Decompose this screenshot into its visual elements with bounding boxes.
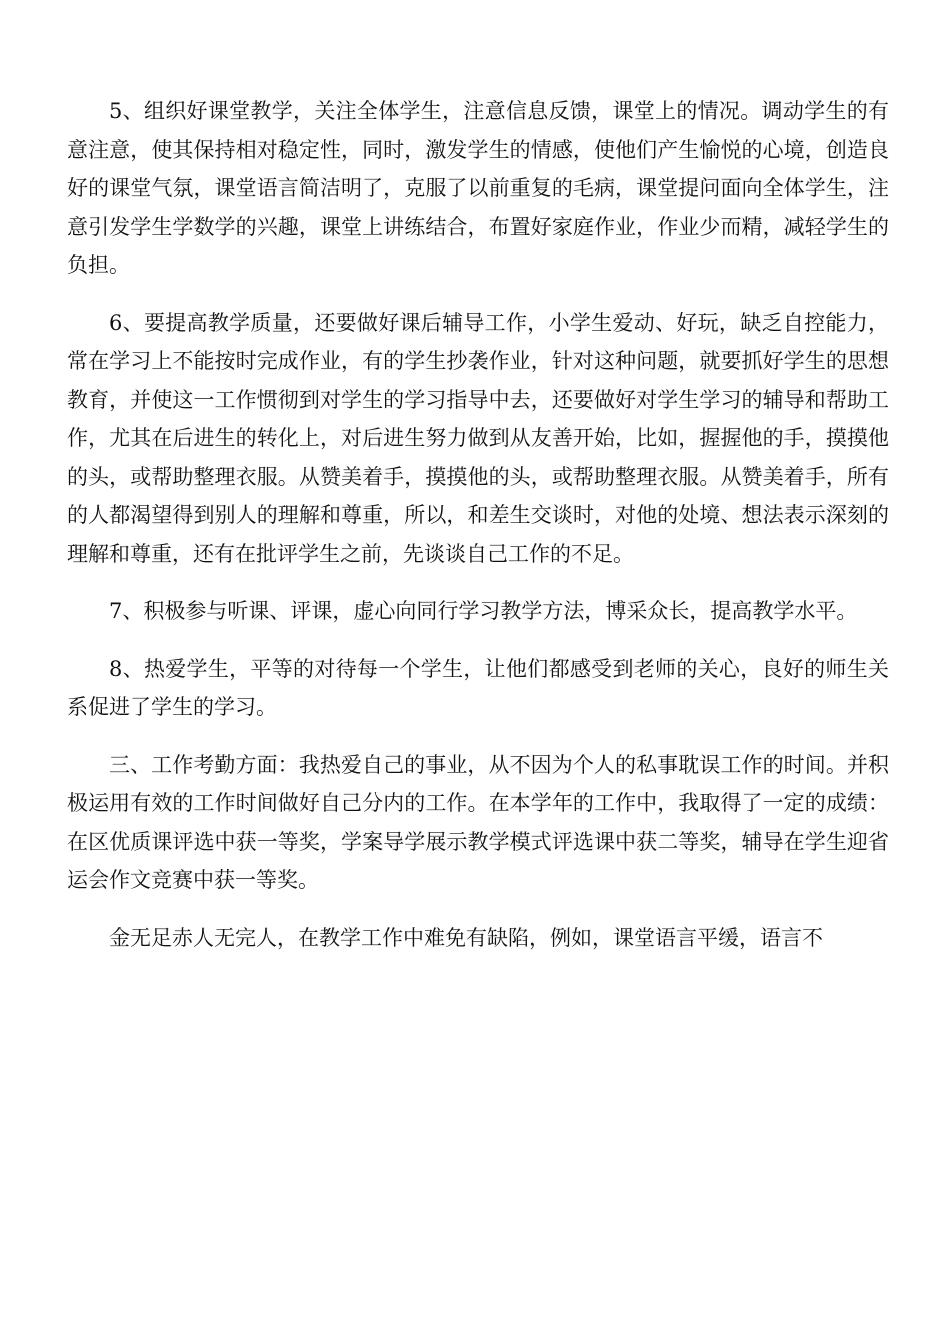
paragraph-item-7: 7、积极参与听课、评课，虚心向同行学习教学方法，博采众长，提高教学水平。 (109, 599, 858, 623)
paragraph-attendance: 三、工作考勤方面：我热爱自己的事业，从不因为个人的私事耽误工作的时间。并积极运用有效的工作时间做好自己分内的工作。在本学年的工作中，我取得了一定的成绩：在区优质课评选中获一等奖，学案导学展示教学模式评选课中获二等奖，辅导在学生迎省运会作文竞赛中获一等奖。 (67, 752, 889, 892)
paragraph-shortcomings: 金无足赤人无完人，在教学工作中难免有缺陷，例如，课堂语言平缓，语言不 (109, 925, 823, 950)
paragraph-item-5: 5、组织好课堂教学，关注全体学生，注意信息反馈，课堂上的情况。调动学生的有意注意，使其保持相对稳定性，同时，激发学生的情感，使他们产生愉悦的心境，创造良好的课堂气氛，课堂语言简洁明了，克服了以前重复的毛病，课堂提问面向全体学生，注意引发学生学数学的兴趣，课堂上讲练结合，布置好家庭作业，作业少而精，减轻学生的负担。 (67, 99, 889, 277)
paragraph-item-6: 6、要提高教学质量，还要做好课后辅导工作，小学生爱动、好玩，缺乏自控能力，常在学习上不能按时完成作业，有的学生抄袭作业，针对这种问题，就要抓好学生的思想教育，并使这一工作惯彻到对学生的学习指导中去，还要做好对学生学习的辅导和帮助工作，尤其在后进生的转化上，对后进生努力做到从友善开始，比如，握握他的手，摸摸他的头，或帮助整理衣服。从赞美着手，摸摸他的头，或帮助整理衣服。从赞美着手，所有的人都渴望得到别人的理解和尊重，所以，和差生交谈时，对他的处境、想法表示深刻的理解和尊重，还有在批评学生之前，先谈谈自己工作的不足。 (67, 310, 889, 566)
document-body (67, 92, 889, 976)
paragraph-item-8: 8、热爱学生，平等的对待每一个学生，让他们都感受到老师的关心，良好的师生关系促进了学生的学习。 (67, 656, 889, 719)
